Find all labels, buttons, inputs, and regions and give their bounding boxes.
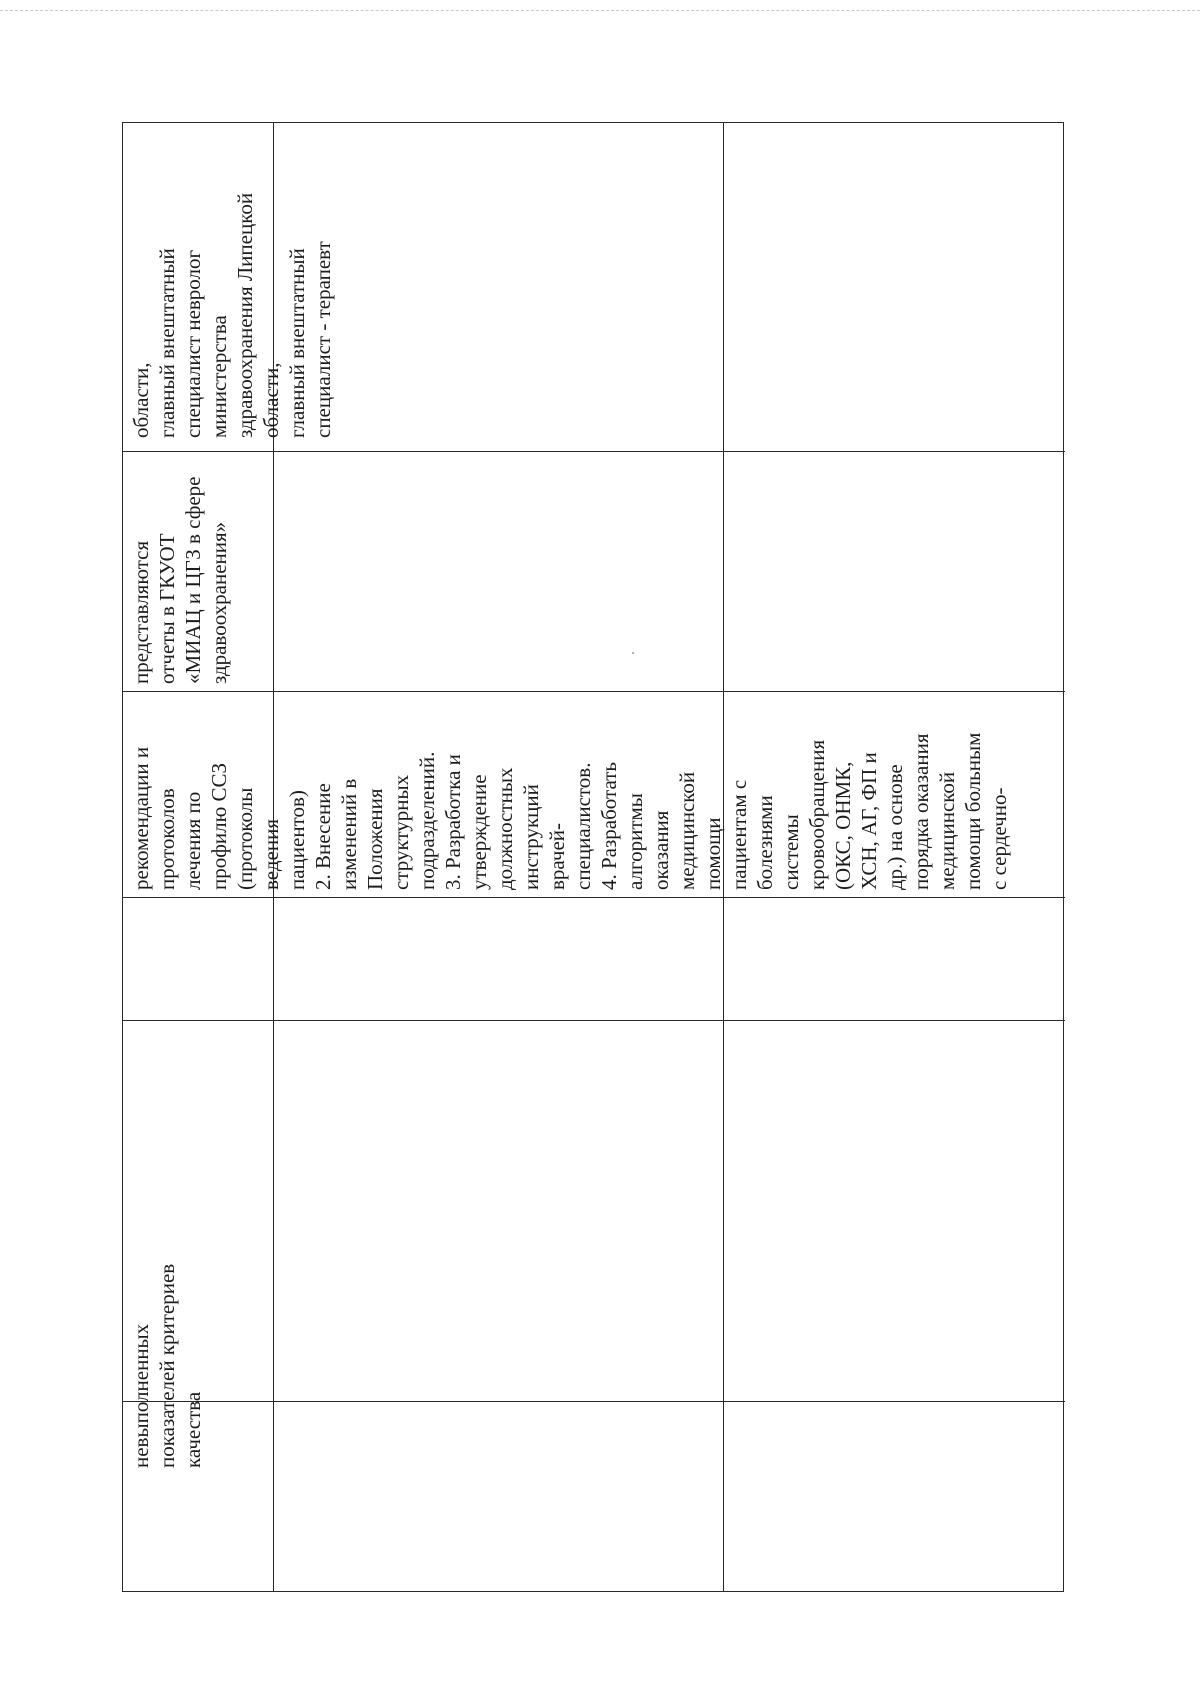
cell-criteria: невыполненных показателей критериев качества: [129, 1263, 205, 1468]
scan-speck: [632, 652, 634, 654]
row-divider: [123, 451, 1065, 452]
cell-responsible: области, главный внештатный специалист невролог министерства здравоохранения Липецкой области, главный внештатный специалист - терапевт: [129, 192, 335, 438]
row-divider: [123, 897, 1065, 898]
row-divider: [123, 1020, 1065, 1021]
cell-measures: рекомендации и протоколов лечения по профилю ССЗ (протоколы ведения пациентов) 2. Внесение изменений в Положения структурных подразделений. 3. Разработка и утверждение должностных инструкций врачей- специалистов. 4. Разработать алгоритмы оказания медицинской помощи пациентам с болезнями системы кровообращения (ОКС, ОНМК, ХСН, АГ, ФП и др.) на основе порядка оказания медицинской помощи больным с сердечно-: [129, 732, 1011, 890]
scan-edge-line: [0, 10, 1200, 11]
cell-reports: представляются отчеты в ГКУОТ «МИАЦ и ЦГЗ в сфере здравоохранения»: [129, 476, 231, 684]
row-divider: [273, 1401, 1065, 1402]
